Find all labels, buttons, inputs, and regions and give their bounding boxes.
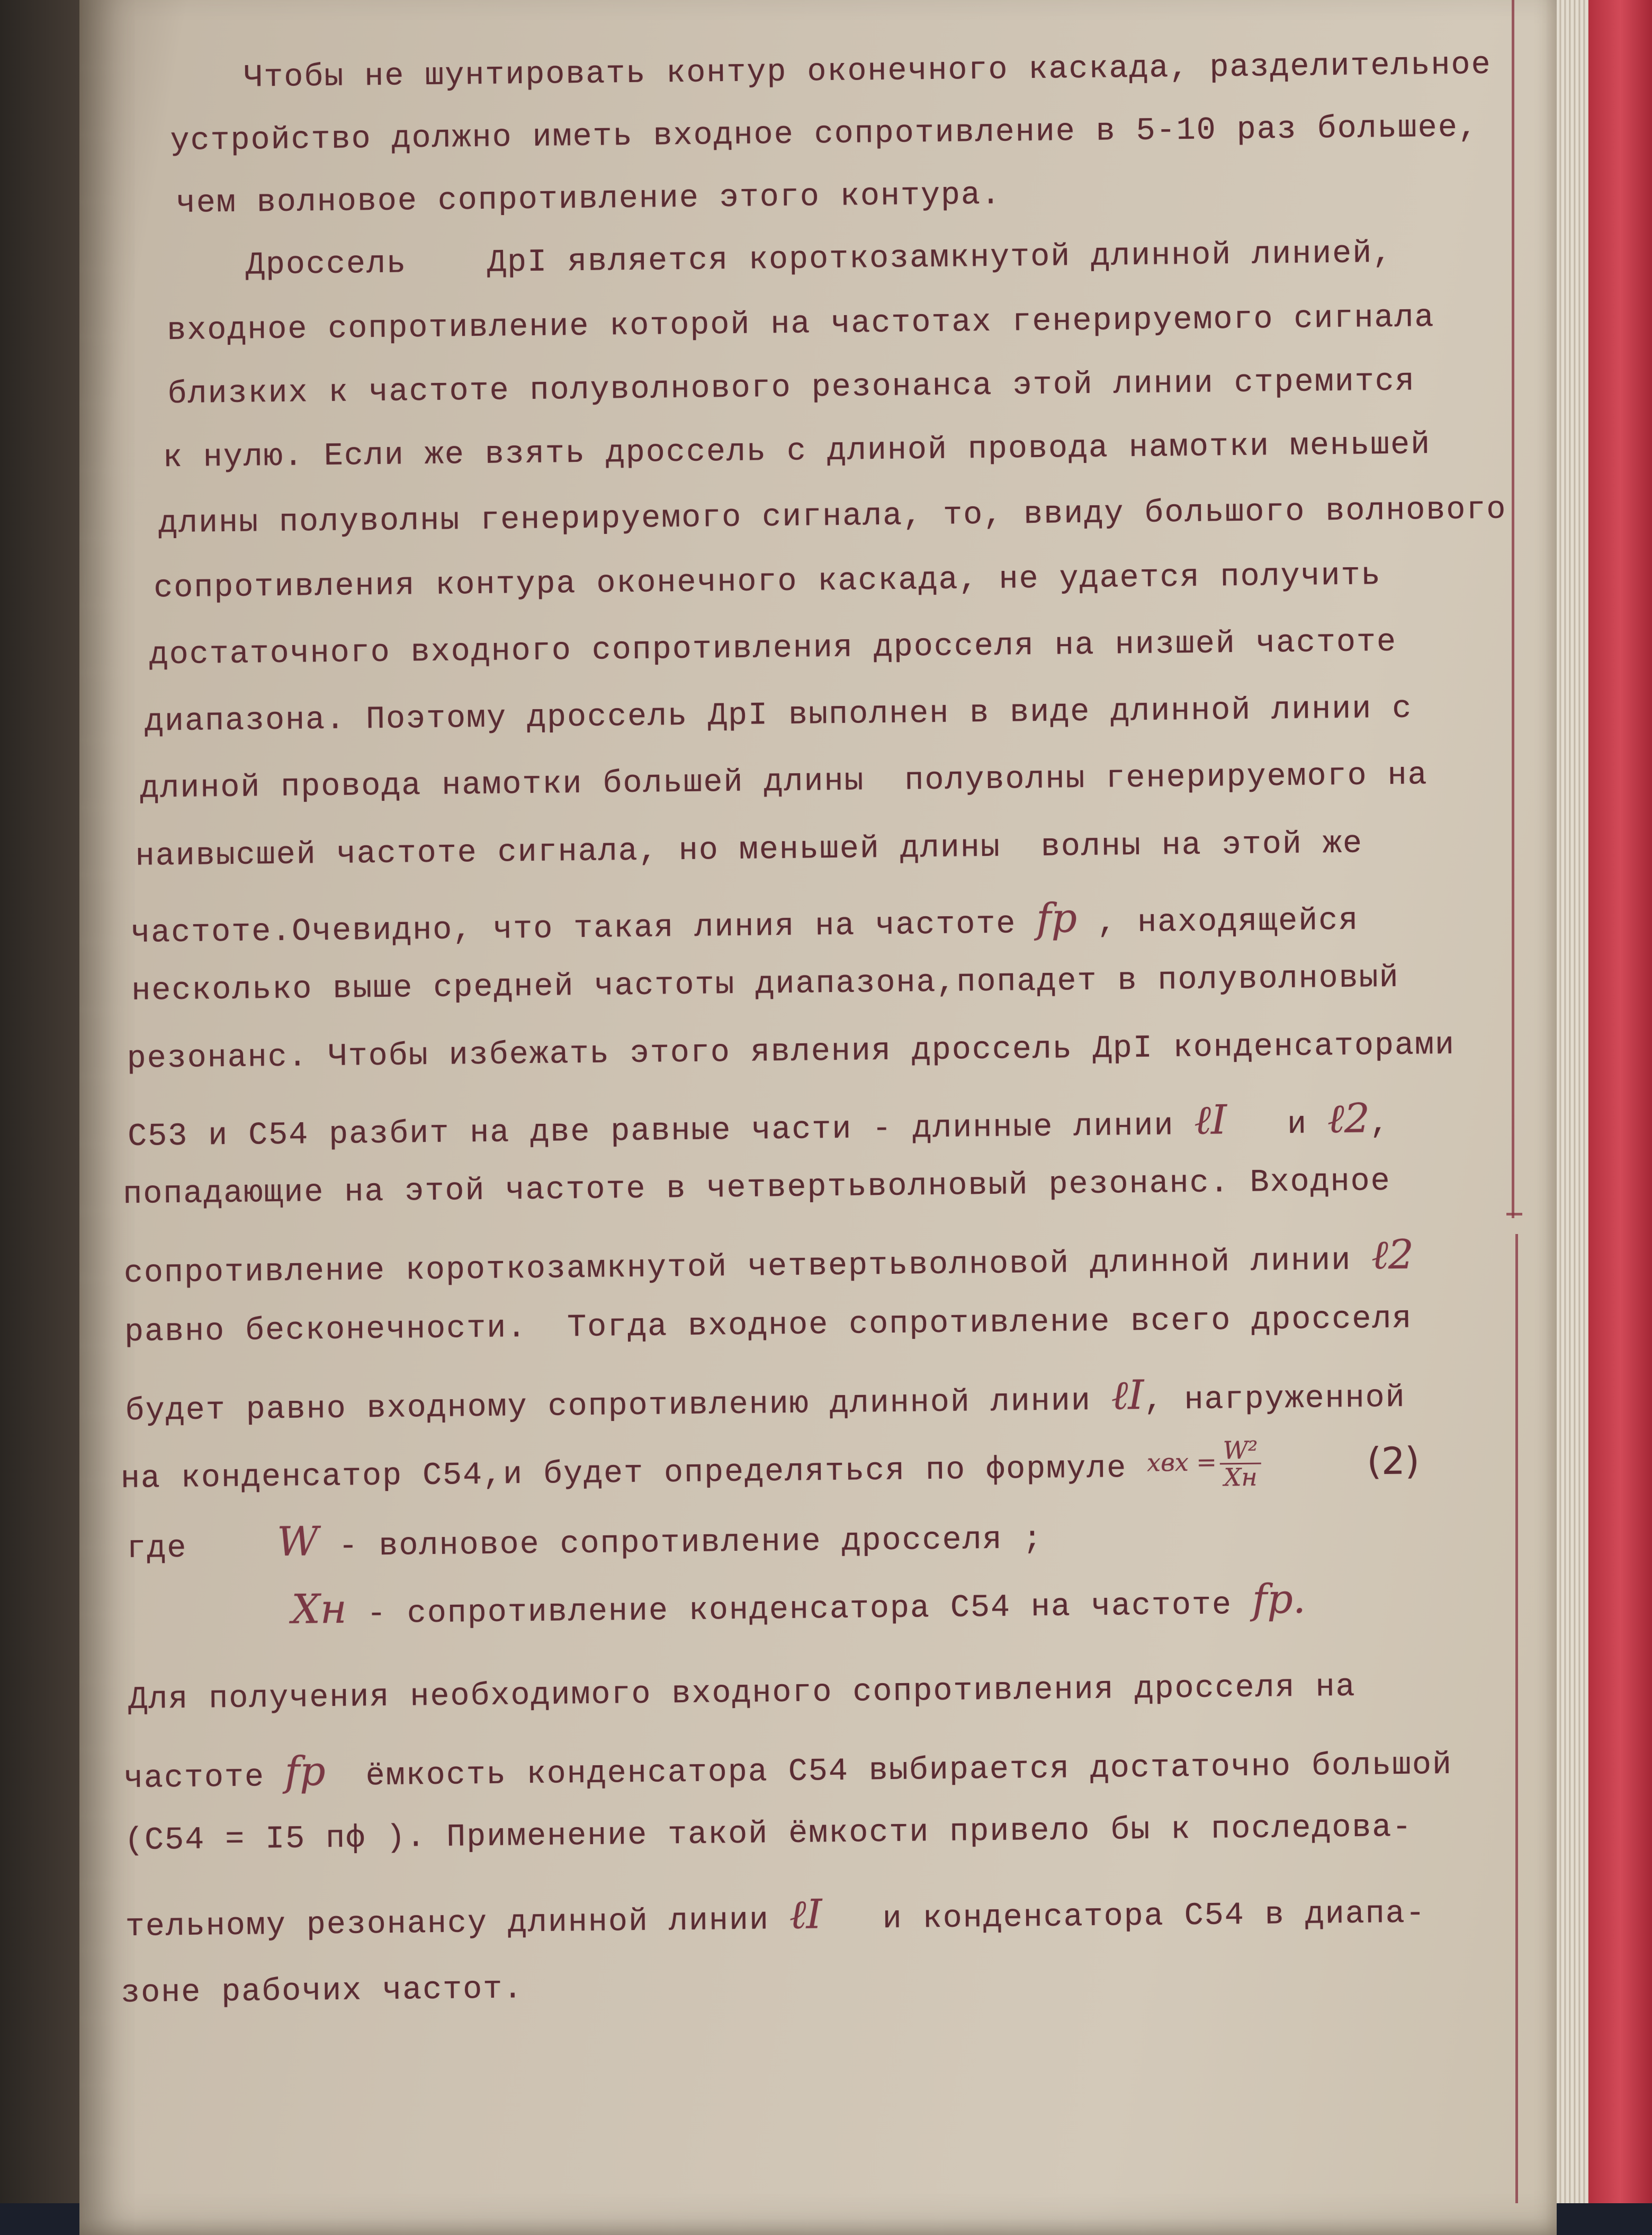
text-span: частоте.Очевидно, что такая линия на частоте	[130, 906, 1037, 952]
formula-lhs: xвх =	[1146, 1447, 1217, 1477]
text-span: С53 и С54 разбит на две равные части - длинные линии	[127, 1107, 1195, 1155]
text-line: резонанс. Чтобы избежать этого явления дроссель ДрI конденсаторами	[127, 1027, 1456, 1077]
text-span: тельному резонансу длинной линии	[125, 1902, 790, 1946]
margin-line-lower	[1515, 1234, 1518, 2203]
text-line: Дроссель ДрI является короткозамкнутой длинной линией,	[245, 235, 1393, 284]
text-span: - волновое сопротивление дросселя ;	[318, 1521, 1044, 1566]
text-span: , нагруженной	[1144, 1380, 1406, 1419]
text-line: длиной провода намотки большей длины полуволны генерируемого на	[139, 757, 1428, 807]
formula-numerator: W²	[1219, 1437, 1261, 1465]
text-span: сопротивление короткозамкнутой четвертьволновой длинной линии	[123, 1242, 1372, 1292]
text-span: ёмкость конденсатора С54 выбирается достаточно большой	[325, 1747, 1453, 1795]
red-book-cover	[1588, 0, 1652, 2203]
symbol-fp: fр	[284, 1747, 326, 1795]
text-line: близких к частоте полуволнового резонанса этой линии стремится	[167, 363, 1416, 413]
text-line: сопротивления контура оконечного каскада, не удается получить	[154, 558, 1381, 607]
where-label: где	[127, 1530, 187, 1568]
text-line: Для получения необходимого входного сопротивления дросселя на	[128, 1669, 1356, 1719]
text-span: на конденсатор С54,и будет определяться по формуле	[120, 1450, 1147, 1497]
equation-number: (2)	[1367, 1439, 1420, 1483]
text-line: несколько выше средней частоты диапазона,попадет в полуволновый	[131, 960, 1399, 1009]
text-line: равно бесконечности. Тогда входное сопротивление всего дросселя	[124, 1301, 1413, 1351]
text-line: устройство должно иметь входное сопротивление в 5-10 раз большее,	[170, 110, 1479, 160]
text-span: частоте	[123, 1759, 285, 1798]
text-line: достаточного входного сопротивления дросселя на низшей частоте	[149, 624, 1397, 674]
symbol-fp: fр.	[1252, 1575, 1306, 1623]
text-line: попадающие на этой частоте в четвертьволновый резонанс. Входное	[123, 1164, 1391, 1213]
text-span: - сопротивление конденсатора С54 на частоте	[346, 1587, 1253, 1633]
text-line: зоне рабочих частот.	[120, 1971, 524, 2012]
formula-denominator: Xн	[1224, 1462, 1258, 1492]
margin-line-upper	[1512, 0, 1514, 1218]
symbol-l2: ℓ2	[1327, 1094, 1370, 1142]
text-span: ,	[1369, 1106, 1390, 1142]
text-line: чем волновое сопротивление этого контура.	[176, 177, 1002, 222]
text-line: наивысшей частоте сигнала, но меньшей длины волны на этой же	[135, 826, 1363, 875]
symbol-l1: ℓI	[1193, 1096, 1227, 1143]
text-line: к нулю. Если же взять дроссель с длиной провода намотки меньшей	[163, 427, 1431, 477]
text-span: и конденсатора С54 в диапа-	[822, 1896, 1426, 1938]
text-line: (С54 = I5 пф ). Применение такой ёмкости привело бы к последова-	[124, 1809, 1413, 1859]
symbol-l1: ℓI	[789, 1890, 823, 1938]
text-line: входное сопротивление которой на частотах генерируемого сигнала	[166, 300, 1435, 350]
symbol-l2: ℓ2	[1371, 1230, 1414, 1279]
formula	[1147, 1437, 1262, 1491]
where-line-w	[127, 1514, 1044, 1568]
page-edges	[1557, 0, 1588, 2203]
text-line: длины полуволны генерируемого сигнала, то, ввиду большого волнового	[158, 491, 1507, 542]
text-line: Чтобы не шунтировать контур оконечного каскада, разделительное	[243, 47, 1492, 96]
margin-tick	[1506, 1213, 1522, 1215]
formula-fraction	[1219, 1437, 1261, 1490]
symbol-fp: fр	[1036, 894, 1078, 942]
text-span: и	[1226, 1106, 1328, 1144]
symbol-l1: ℓI	[1111, 1371, 1144, 1419]
text-span: , находящейся	[1076, 902, 1359, 942]
text-span: будет равно входному сопротивлению длинной линии	[125, 1383, 1112, 1430]
text-line: диапазона. Поэтому дроссель ДрI выполнен в виде длинной линии с	[144, 691, 1413, 740]
symbol-xh: Xн	[291, 1585, 347, 1633]
symbol-w: W	[276, 1517, 319, 1566]
